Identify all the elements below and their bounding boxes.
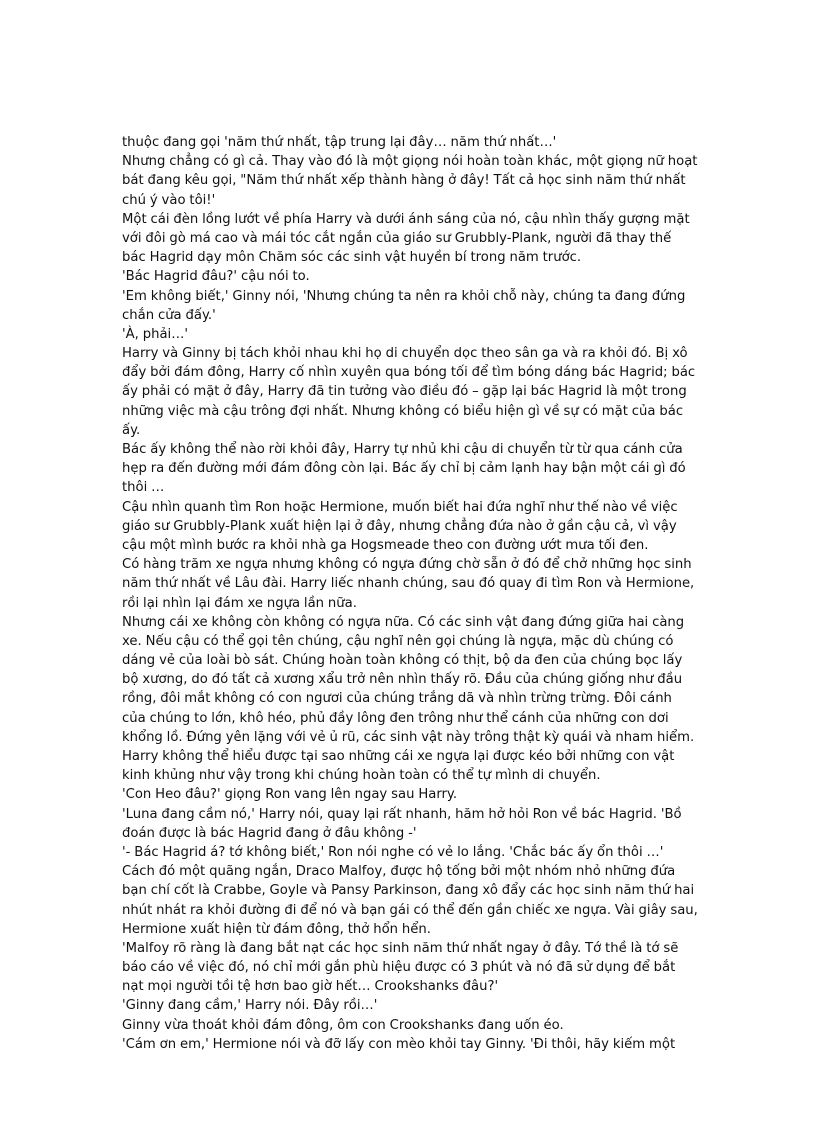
paragraph: 'Bác Hagrid đâu?' cậu nói to. (122, 269, 310, 285)
paragraph: Một cái đèn lồng lướt về phía Harry và dưới ánh sáng của nó, cậu nhìn thấy gượng mặt với đôi gò má cao và mái tóc cắt ngắn của giáo sư Grubbly-Plank, người đã thay thế bác Hagrid dạy môn Chăm sóc các sinh vật huyền bí trong năm trước. (122, 211, 690, 266)
paragraph: 'Cám ơn em,' Hermione nói và đỡ lấy con mèo khỏi tay Ginny. 'Đi thôi, hãy kiếm một (122, 1036, 676, 1052)
paragraph: Ginny vừa thoát khỏi đám đông, ôm con Crookshanks đang uốn éo. (122, 1017, 564, 1033)
paragraph: 'Ginny đang cầm,' Harry nói. Đây rồi…' (122, 998, 378, 1014)
paragraph: Nhưng chẳng có gì cả. Thay vào đó là một giọng nói hoàn toàn khác, một giọng nữ hoạt bát đang kêu gọi, "Năm thứ nhất xếp thành hàng ở đây! Tất cả học sinh năm thứ nhất chú ý vào tôi!' (122, 154, 698, 208)
paragraph: 'Em không biết,' Ginny nói, 'Nhưng chúng ta nên ra khỏi chỗ này, chúng ta đang đứng chắn cửa đấy.' (122, 288, 686, 323)
paragraph: Cậu nhìn quanh tìm Ron hoặc Hermione, muốn biết hai đứa nghĩ như thế nào về việc giáo sư Grubbly-Plank xuất hiện lại ở đây, nhưng chẳng đứa nào ở gần cậu cả, vì vậy cậu một mình bước ra khỏi nhà ga Hogsmeade theo con đường ướt mưa tối đen. (122, 499, 678, 553)
body-text (122, 133, 698, 1054)
paragraph: Có hàng trăm xe ngựa nhưng không có ngựa đứng chờ sẵn ở đó để chở những học sinh năm thứ nhất về Lâu đài. Harry liếc nhanh chúng, sau đó quay đi tìm Ron và Hermione, rồi lại nhìn lại đám xe ngựa lần nữa. (122, 557, 695, 611)
paragraph: Cách đó một quãng ngắn, Draco Malfoy, được hộ tống bởi một nhóm nhỏ những đứa bạn chí cốt là Crabbe, Goyle và Pansy Parkinson, đang xô đẩy các học sinh năm thứ hai nhút nhát ra khỏi đường đi để nó và bạn gái có thể đến gần chiếc xe ngựa. Vài giây sau, Hermione xuất hiện từ đám đông, thở hổn hển. (122, 864, 698, 937)
paragraph: Harry và Ginny bị tách khỏi nhau khi họ di chuyển dọc theo sân ga và ra khỏi đó. Bị xô đẩy bởi đám đông, Harry cố nhìn xuyên qua bóng tối để tìm bóng dáng bác Hagrid; bác ấy phải có mặt ở đây, Harry đã tin tưởng vào điều đó – gặp lại bác Hagrid là một trong những việc mà cậu trông đợi nhất. Nhưng không có biểu hiện gì về sự có mặt của bác ấy. (122, 346, 696, 438)
paragraph: thuộc đang gọi 'năm thứ nhất, tập trung lại đây… năm thứ nhất…' (122, 135, 557, 150)
paragraph: '- Bác Hagrid á? tớ không biết,' Ron nói nghe có vẻ lo lắng. 'Chắc bác ấy ổn thôi …' (122, 844, 664, 860)
paragraph: 'Con Heo đâu?' giọng Ron vang lên ngay sau Harry. (122, 787, 458, 803)
paragraph: 'À, phải…' (122, 326, 189, 342)
paragraph: 'Luna đang cầm nó,' Harry nói, quay lại rất nhanh, hăm hở hỏi Ron về bác Hagrid. 'Bồ đoán được là bác Hagrid đang ở đâu không -' (122, 806, 682, 841)
paragraph: Nhưng cái xe không còn không có ngựa nữa. Có các sinh vật đang đứng giữa hai càng xe. Nếu cậu có thể gọi tên chúng, cậu nghĩ nên gọi chúng là ngựa, mặc dù chúng có dáng vẻ của loài bò sát. Chúng hoàn toàn không có thịt, bộ da đen của chúng bọc lấy bộ xương, do đó tất cả xương xẩu trở nên nhìn thấy rõ. Đầu của chúng giống như đầu rồng, đôi mắt không có con ngươi của chúng trắng dã và nhìn trừng trừng. Đôi cánh của chúng to lớn, khô héo, phủ đầy lông đen trông như thể cánh của những con dơi khổng lồ. Đứng yên lặng với vẻ ủ rũ, các sinh vật này trông thật kỳ quái và nham hiểm. Harry không thể hiểu được tại sao những cái xe ngựa lại được kéo bởi những con vật kinh khủng như vậy trong khi chúng hoàn toàn có thể tự mình di chuyển. (122, 614, 695, 784)
paragraph: Bác ấy không thể nào rời khỏi đây, Harry tự nhủ khi cậu di chuyển từ từ qua cánh cửa hẹp ra đến đường mới đám đông còn lại. Bác ấy chỉ bị cảm lạnh hay bận một cái gì đó thôi … (122, 442, 686, 496)
paragraph: 'Malfoy rõ ràng là đang bắt nạt các học sinh năm thứ nhất ngay ở đây. Tớ thề là tớ sẽ báo cáo về việc đó, nó chỉ mới gắn phù hiệu được có 3 phút và nó đã sử dụng để bắt nạt mọi người tồi tệ hơn bao giờ hết… Crookshanks đâu?' (122, 940, 679, 995)
